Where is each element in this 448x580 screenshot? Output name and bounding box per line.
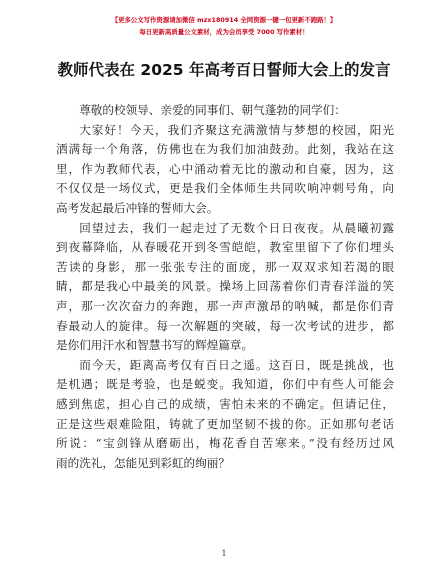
body-line: 雨的洗礼，怎能见到彩虹的绚丽？ <box>56 455 230 470</box>
page-number: 1 <box>221 549 227 558</box>
body-line: 所说：“宝剑锋从磨砺出，梅花香自苦寒来。”没有经历过风 <box>56 436 394 451</box>
body-line: 回望过去，我们一起走过了无数个日日夜夜。从晨曦初露 <box>79 220 394 235</box>
body-line: 声，那一次次奋力的奔跑，那一声声激昂的呐喊，都是你们青 <box>56 298 394 313</box>
body-line: 洒满每一个角落，仿佛也在为我们加油鼓劲。此刻，我站在这 <box>56 142 394 157</box>
promo-banner-line-2: 每日更新高质量公文素材，成为会员享受 7000 写作素材！ <box>139 28 309 36</box>
promo-banner-line-1: 【更多公文写作资源请加微信 mzx180914 全网资源一键一包更新不跑路！】 <box>111 16 337 24</box>
body-line: 到夜幕降临，从春暖花开到冬雪皑皑，教室里留下了你们埋头 <box>56 240 394 255</box>
body-line: 而今天，距离高考仅有百日之遥。这百日，既是挑战，也 <box>79 357 394 372</box>
body-line: 是你们用汗水和智慧书写的辉煌篇章。 <box>56 338 254 353</box>
body-line: 是机遇；既是考验，也是蜕变。我知道，你们中有些人可能会 <box>56 377 394 392</box>
body-line: 不仅仅是一场仪式，更是我们全体师生共同吹响冲刺号角，向 <box>56 181 394 196</box>
document-body <box>56 101 394 473</box>
body-line: 里，作为教师代表，心中涌动着无比的激动和自豪，因为，这 <box>56 161 394 176</box>
body-line: 春最动人的旋律。每一次解题的突破，每一次考试的进步，都 <box>56 318 394 333</box>
body-line: 感到焦虑，担心自己的成绩，害怕未来的不确定。但请记住， <box>56 396 394 411</box>
body-line: 正是这些艰难险阻，铸就了更加坚韧不拔的你。正如那句老话 <box>56 416 394 431</box>
body-line: 睛，都是我心中最美的风景。操场上回荡着你们青春洋溢的笑 <box>56 279 394 294</box>
document-title: 教师代表在 2025 年高考百日誓师大会上的发言 <box>57 61 391 79</box>
body-line: 大家好！今天，我们齐聚这充满激情与梦想的校园，阳光 <box>79 122 394 137</box>
body-line: 苦读的身影，那一张张专注的面庞，那一双双求知若渴的眼 <box>56 259 394 274</box>
salutation-line: 尊敬的校领导、亲爱的同事们、朝气蓬勃的同学们： <box>79 103 346 117</box>
body-line: 高考发起最后冲锋的誓师大会。 <box>56 200 219 215</box>
